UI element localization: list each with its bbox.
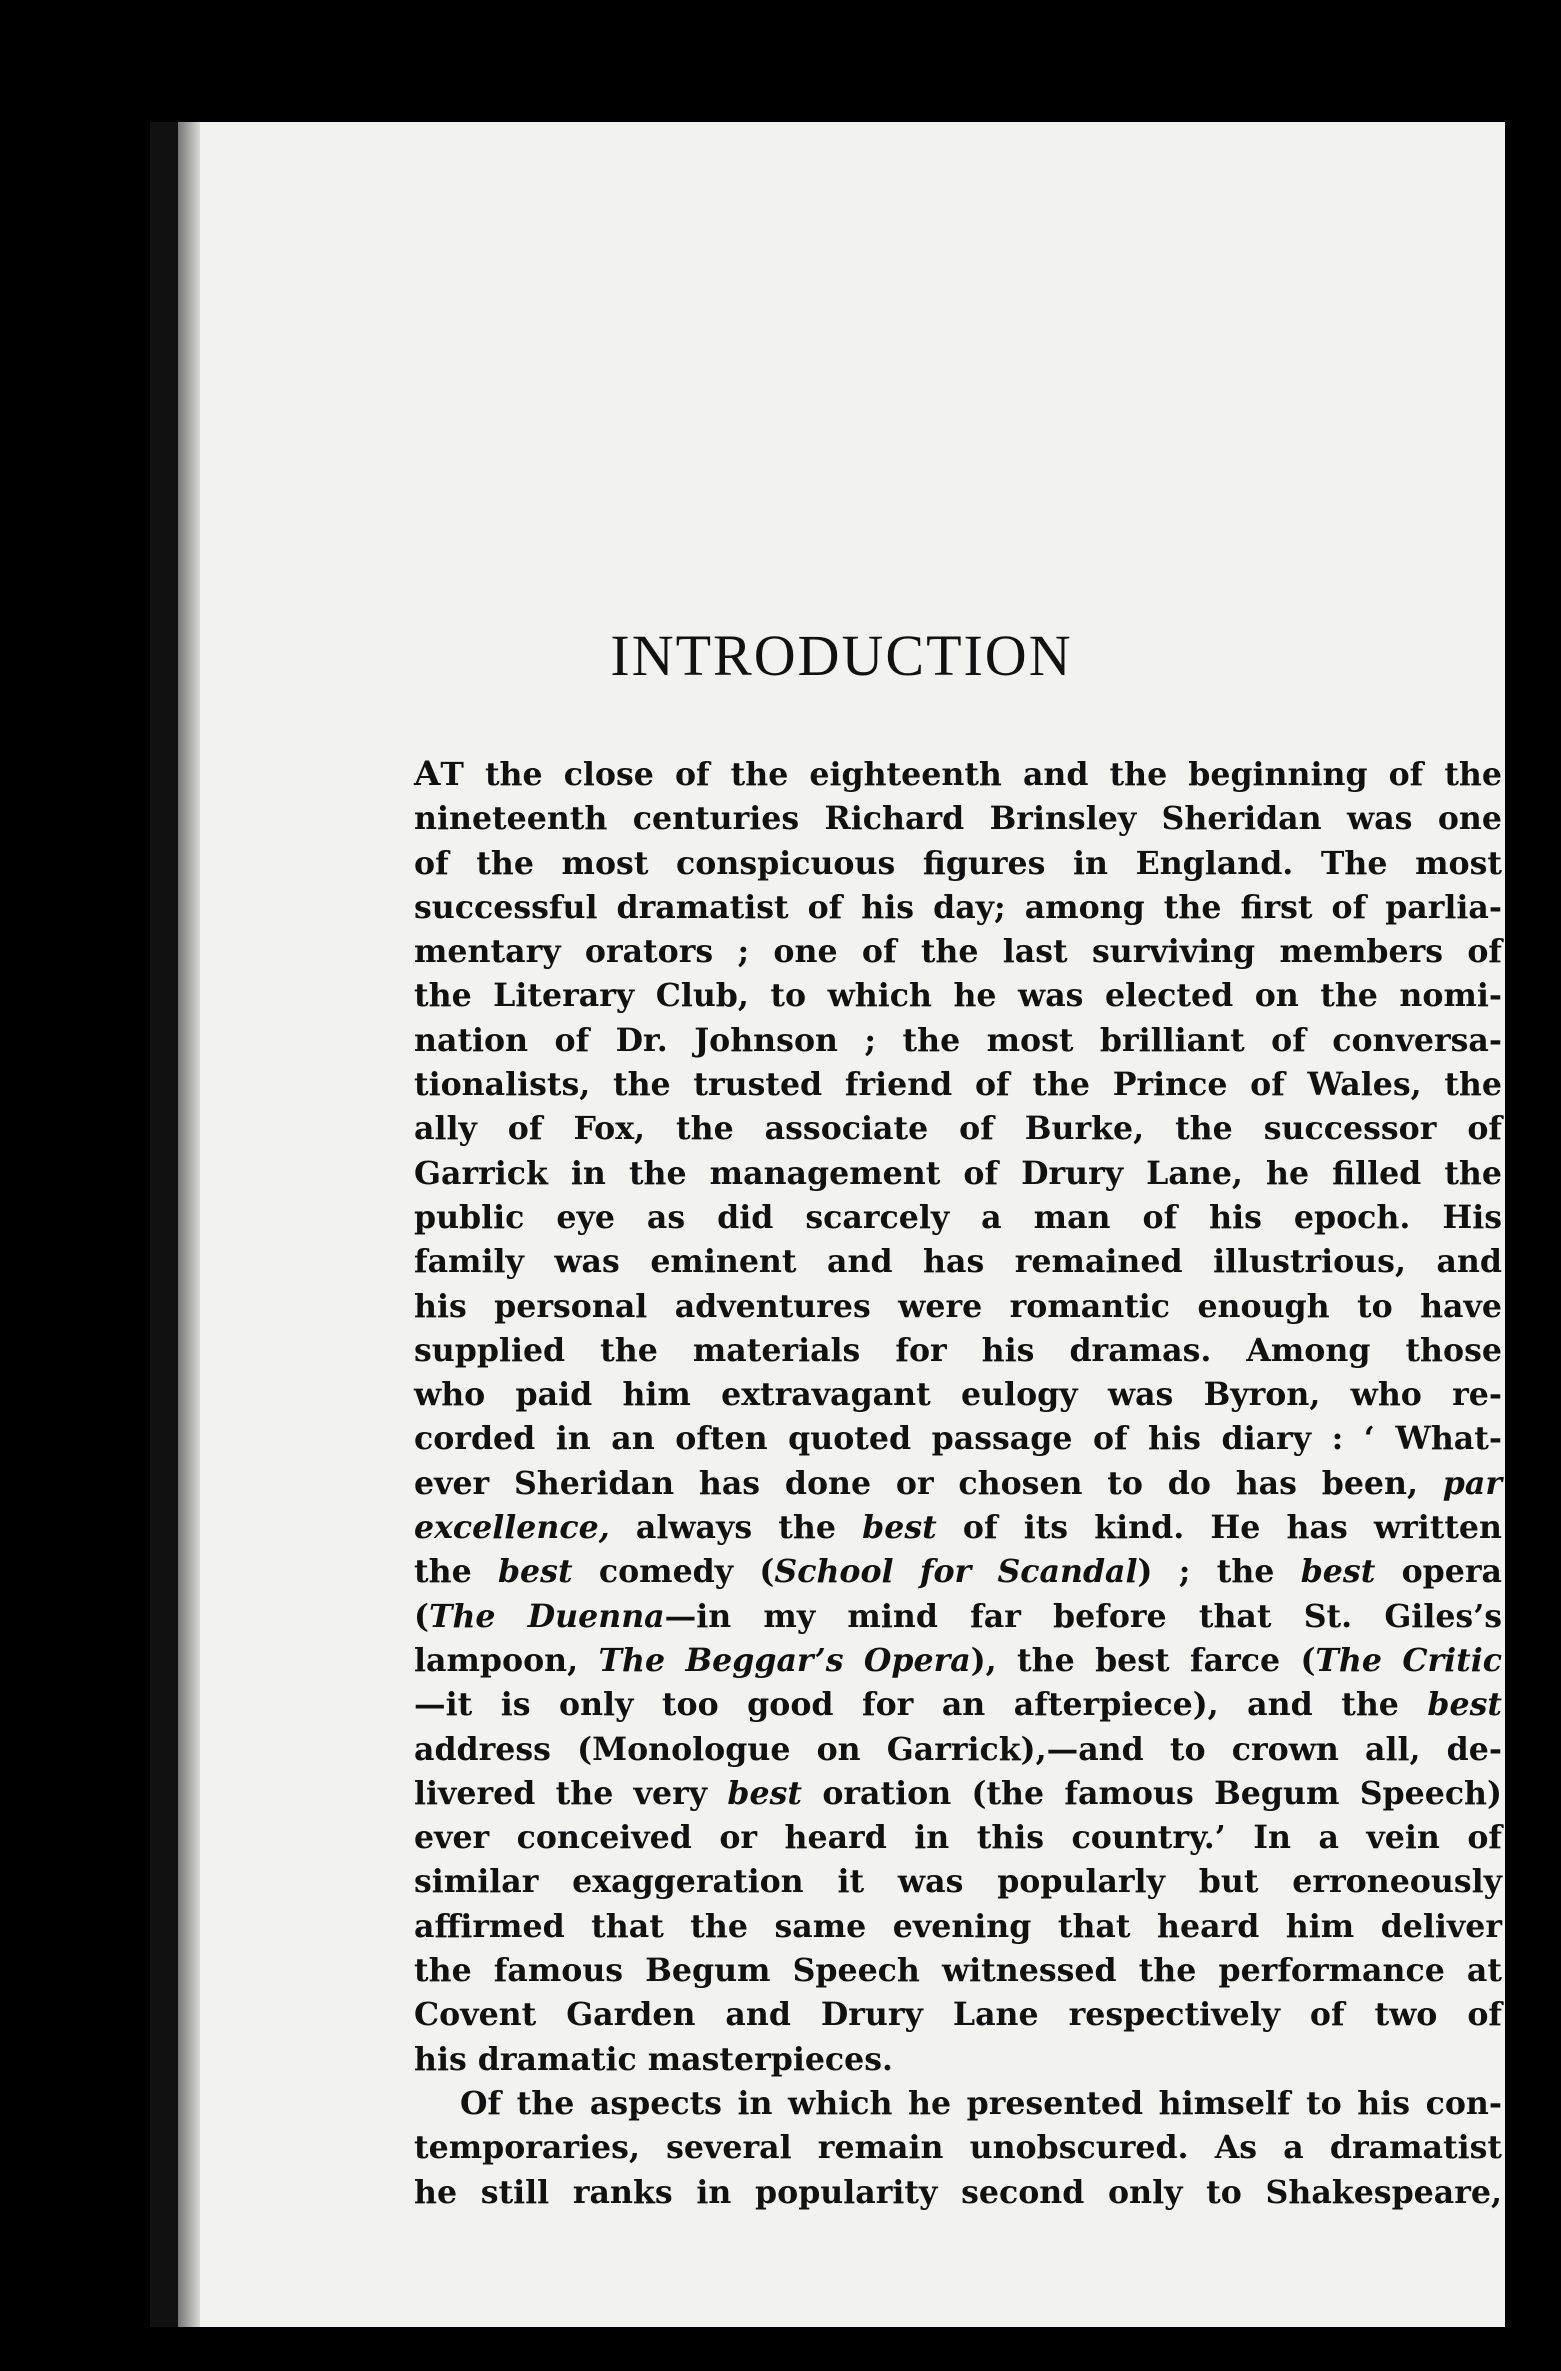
text-line: tionalists, the trusted friend of the Prince of Wales, the — [414, 1066, 1502, 1104]
paragraph-2 — [414, 2082, 1502, 2215]
text-line: Of the aspects in which he presented himself to his con- — [460, 2084, 1502, 2122]
text-line: lampoon, The Beggar’s Opera), the best farce (The Critic — [414, 1641, 1502, 1679]
text-line: public eye as did scarcely a man of his epoch. His — [414, 1198, 1502, 1236]
text-line: ever Sheridan has done or chosen to do has been, par — [414, 1464, 1502, 1502]
text-line: —it is only too good for an afterpiece), and the best — [414, 1686, 1502, 1724]
text-line: who paid him extravagant eulogy was Byron, who re- — [414, 1376, 1502, 1414]
paragraph-1 — [414, 752, 1502, 2082]
text-line: corded in an often quoted passage of his diary : ‘ What- — [414, 1420, 1502, 1458]
text-line: successful dramatist of his day; among the first of parlia- — [414, 888, 1502, 926]
text-line: affirmed that the same evening that heard him deliver — [414, 1907, 1502, 1945]
text-line: nineteenth centuries Richard Brinsley Sheridan was one — [414, 800, 1502, 838]
text-line: the Literary Club, to which he was elected on the nomi- — [414, 977, 1502, 1015]
text-line: the famous Begum Speech witnessed the performance at — [414, 1952, 1502, 1990]
text-line: of the most conspicuous figures in England. The most — [414, 844, 1502, 882]
body-text — [414, 752, 1502, 2215]
text-line: AT the close of the eighteenth and the beginning of the — [414, 754, 1502, 794]
text-line: (The Duenna—in my mind far before that St. Giles’s — [414, 1597, 1502, 1635]
text-line: address (Monologue on Garrick),—and to crown all, de- — [414, 1730, 1502, 1768]
text-line: his dramatic masterpieces. — [414, 2040, 894, 2078]
text-line: Covent Garden and Drury Lane respectively of two of — [414, 1996, 1502, 2034]
page-title: INTRODUCTION — [610, 623, 1073, 688]
text-line: supplied the materials for his dramas. Among those — [414, 1331, 1502, 1369]
text-line: mentary orators ; one of the last surviving members of — [414, 933, 1502, 971]
text-line: he still ranks in popularity second only to Shakespeare, — [414, 2173, 1502, 2211]
text-line: similar exaggeration it was popularly but erroneously — [414, 1863, 1502, 1901]
text-line: ever conceived or heard in this country.’ In a vein of — [414, 1819, 1502, 1857]
text-line: temporaries, several remain unobscured. As a dramatist — [414, 2129, 1502, 2167]
text-line: ally of Fox, the associate of Burke, the successor of — [414, 1110, 1502, 1148]
book-page — [150, 122, 1505, 2327]
text-line: Garrick in the management of Drury Lane, he filled the — [414, 1154, 1502, 1192]
page-gutter-shadow — [178, 122, 200, 2327]
text-line: the best comedy (School for Scandal) ; the best opera — [414, 1553, 1502, 1591]
text-line: family was eminent and has remained illustrious, and — [414, 1243, 1502, 1281]
text-line: excellence, always the best of its kind. He has written — [414, 1509, 1502, 1547]
text-line: his personal adventures were romantic enough to have — [414, 1287, 1502, 1325]
text-line: livered the very best oration (the famous Begum Speech) — [414, 1774, 1502, 1812]
text-line: nation of Dr. Johnson ; the most brilliant of conversa- — [414, 1021, 1502, 1059]
